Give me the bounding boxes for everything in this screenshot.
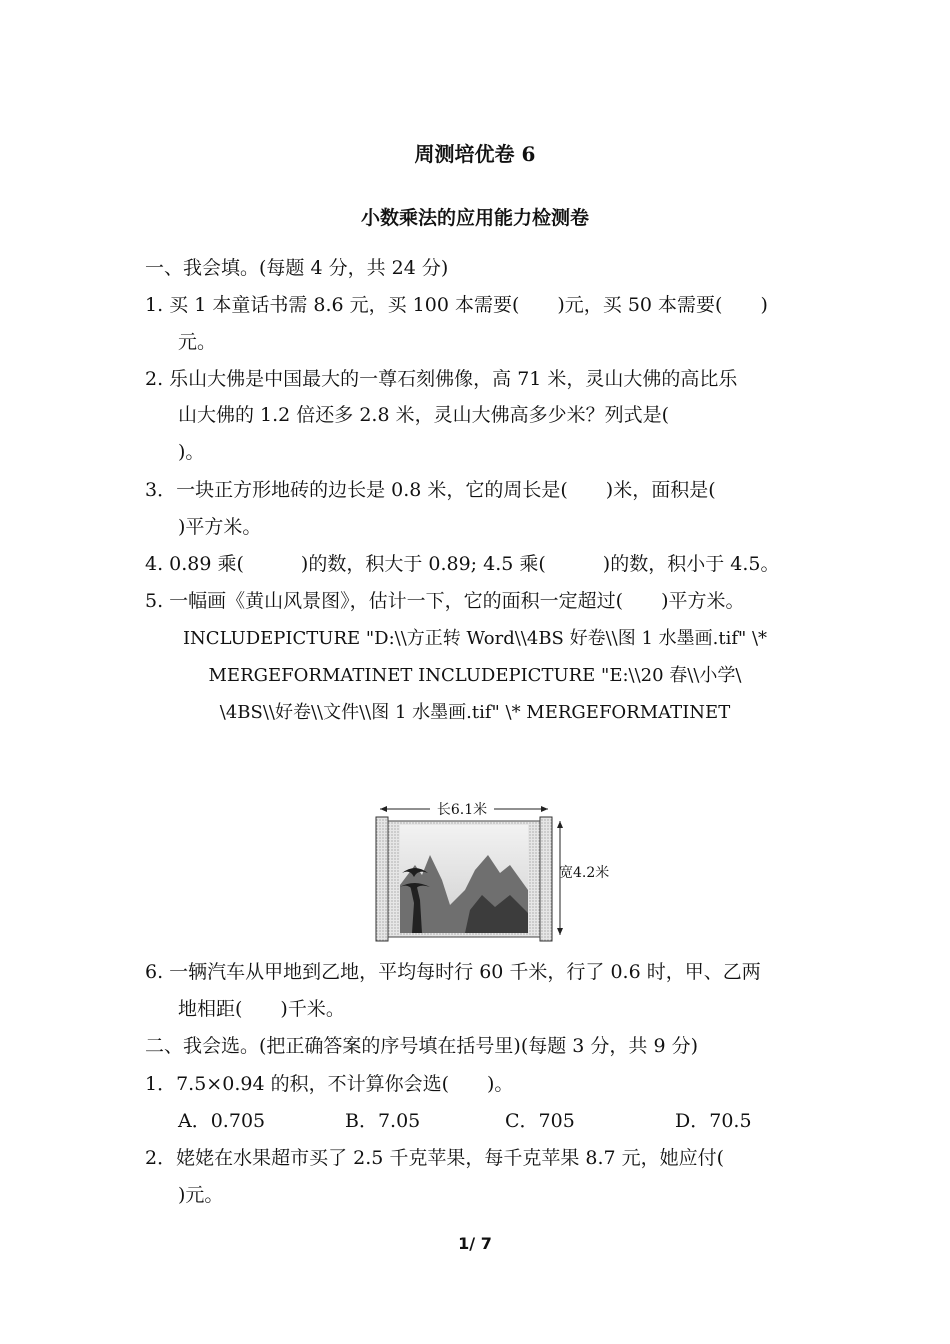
s2-q1-option-c: C．705 xyxy=(505,1110,575,1132)
length-arrow-right-head xyxy=(541,806,548,812)
s1-question-6-line-2: 地相距( )千米。 xyxy=(178,998,345,1020)
s2-q1-option-d: D．70.5 xyxy=(675,1110,752,1132)
left-scroll-rod xyxy=(376,817,388,941)
s2-q1-option-a: A．0.705 xyxy=(178,1110,266,1132)
section2-heading: 二、我会选。(把正确答案的序号填在括号里)(每题 3 分，共 9 分) xyxy=(145,1035,698,1057)
width-label: 宽4.2米 xyxy=(559,865,610,881)
landscape-painting-figure xyxy=(370,795,620,947)
right-scroll-rod xyxy=(540,817,552,941)
page-subtitle: 小数乘法的应用能力检测卷 xyxy=(360,207,589,229)
s1-question-4: 4. 0.89 乘( )的数，积大于 0.89; 4.5 乘( )的数，积小于 4.5。 xyxy=(145,553,780,575)
length-label: 长6.1米 xyxy=(436,802,488,818)
length-arrow-left-head xyxy=(380,806,387,812)
s1-question-3-line-2: )平方米。 xyxy=(178,516,262,538)
page-number: 1/ 7 xyxy=(458,1234,492,1253)
s1-question-2-line-2: 山大佛的 1.2 倍还多 2.8 米，灵山大佛高多少米？列式是( xyxy=(178,404,670,426)
s1-question-1-line-2: 元。 xyxy=(178,331,217,353)
painting-svg xyxy=(370,795,620,947)
s1-question-5: 5. 一幅画《黄山风景图》，估计一下，它的面积一定超过( )平方米。 xyxy=(145,590,745,612)
width-arrow-top-head xyxy=(557,821,563,828)
page-title: 周测培优卷 6 xyxy=(414,142,536,166)
width-arrow-bottom-head xyxy=(557,928,563,935)
s2-question-2-line-2: )元。 xyxy=(178,1184,224,1206)
s1-question-3-line-1: 3．一块正方形地砖的边长是 0.8 米，它的周长是( )米，面积是( xyxy=(145,479,716,501)
s2-q1-option-b: B．7.05 xyxy=(345,1110,421,1132)
s1-question-6-line-1: 6. 一辆汽车从甲地到乙地，平均每时行 60 千米，行了 0.6 时，甲、乙两 xyxy=(145,961,761,983)
field-code-line-1: INCLUDEPICTURE "D:\\方正转 Word\\4BS 好卷\\图 1 水墨画.tif" \* xyxy=(182,628,768,649)
s2-question-2-line-1: 2．姥姥在水果超市买了 2.5 千克苹果，每千克苹果 8.7 元，她应付( xyxy=(145,1147,725,1169)
s1-question-2-line-3: )。 xyxy=(178,441,205,463)
field-code-line-2: MERGEFORMATINET INCLUDEPICTURE "E:\\20 春\\小学\ xyxy=(208,665,742,686)
field-code-line-3: \4BS\\好卷\\文件\\图 1 水墨画.tif" \* MERGEFORMATINET xyxy=(219,702,731,723)
section1-heading: 一、我会填。(每题 4 分，共 24 分) xyxy=(145,257,449,279)
s1-question-1-line-1: 1. 买 1 本童话书需 8.6 元，买 100 本需要( )元，买 50 本需要( ) xyxy=(145,294,768,316)
s1-question-2-line-1: 2. 乐山大佛是中国最大的一尊石刻佛像，高 71 米，灵山大佛的高比乐 xyxy=(145,368,738,390)
s2-question-1: 1．7.5×0.94 的积，不计算你会选( )。 xyxy=(145,1073,514,1095)
